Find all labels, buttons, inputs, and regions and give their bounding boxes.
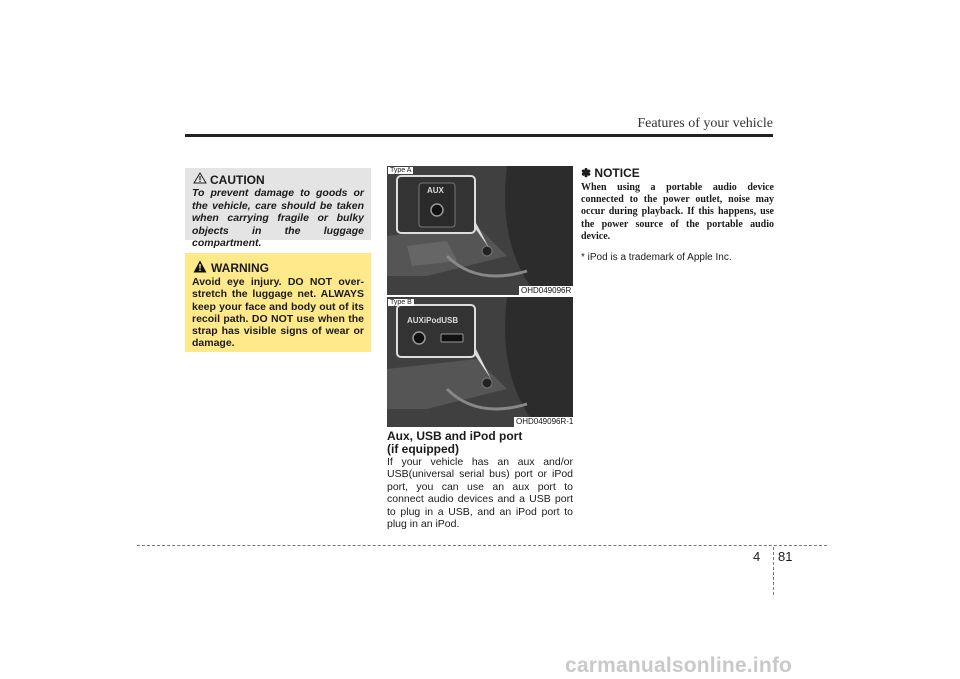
watermark: carmanualsonline.info — [565, 654, 793, 677]
aux-section-body: If your vehicle has an aux and/or USB(universal serial bus) port or iPod port, you can use an aux port to connect audio devices and a USB port to plug in a USB, and an iPod port to plug in an iPod. — [387, 456, 573, 531]
warning-text: Avoid eye injury. DO NOT over-stretch the luggage net. ALWAYS keep your face and body out of its recoil path. DO NOT use when the strap has visible signs of wear or damage. — [192, 276, 364, 350]
warning-triangle-icon — [193, 260, 207, 273]
warning-title: WARNING — [211, 261, 269, 275]
page-number-divider — [773, 547, 774, 595]
aux-port-label: AUX — [427, 186, 444, 195]
aux-ipod-usb-port-photo-type-b — [387, 297, 573, 427]
page-number: 81 — [778, 549, 793, 564]
aux-heading-line-2: (if equipped) — [387, 442, 459, 456]
notice-title-text: NOTICE — [594, 166, 640, 180]
photo-b-code: OHD049096R-1 — [516, 417, 574, 426]
caution-triangle-icon — [193, 172, 207, 184]
notice-symbol-icon: ✽ — [581, 166, 592, 180]
photo-a-code: OHD049096R — [521, 286, 572, 295]
aux-ipod-usb-port-label: AUXiPodUSB — [407, 316, 459, 325]
ipod-trademark-note: * iPod is a trademark of Apple Inc. — [581, 252, 732, 263]
running-header: Features of your vehicle — [637, 116, 773, 131]
caution-title: CAUTION — [210, 173, 265, 187]
photo-a-type-label: Type A — [390, 167, 412, 174]
footer-rule — [137, 545, 827, 546]
aux-port-photo-type-a — [387, 166, 573, 295]
aux-section-heading — [387, 430, 573, 456]
notice-body: When using a portable audio device connected to the power outlet, noise may occur during playback. If this happens, use the power source of the portable audio device. — [581, 182, 774, 242]
caution-text: To prevent damage to goods or the vehicle, care should be taken when carrying fragile or bulky objects in the luggage compartment. — [192, 187, 364, 249]
photo-b-type-label: Type B — [390, 299, 412, 306]
aux-heading-line-1: Aux, USB and iPod port — [387, 429, 523, 443]
notice-title — [581, 166, 640, 180]
chapter-number: 4 — [753, 549, 761, 564]
header-rule — [185, 134, 773, 137]
